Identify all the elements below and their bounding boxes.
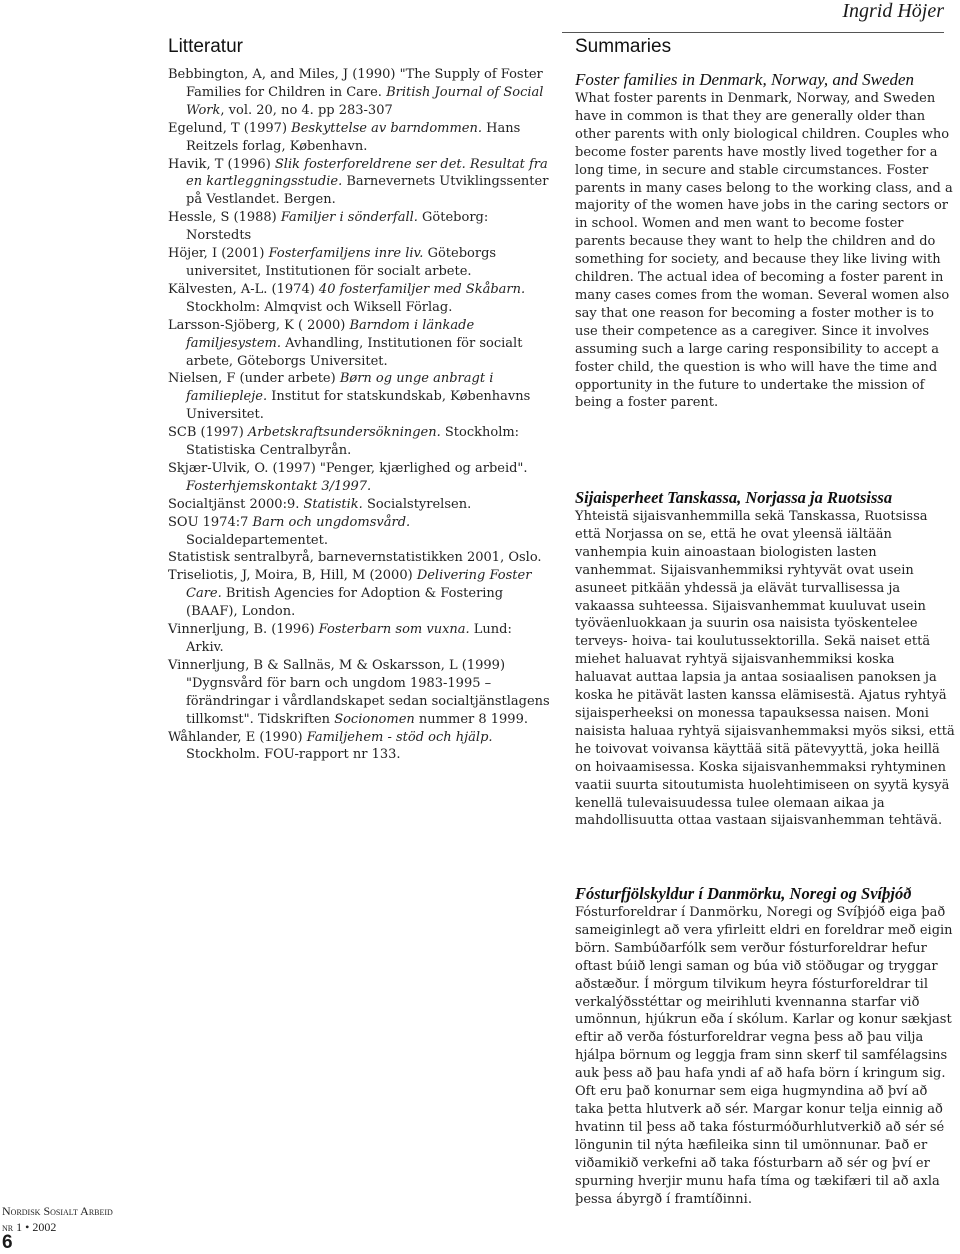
journal-name: Nordisk Sosialt Arbeid	[2, 1204, 113, 1218]
reference-text: Stockholm: Almqvist och Wiksell Förlag.	[186, 299, 453, 315]
reference-text: Wåhlander, E (1990)	[168, 729, 307, 745]
reference-list	[168, 66, 553, 764]
reference-title: Barndom i länkade familjesystem.	[186, 317, 475, 351]
reference-text: Egelund, T (1997)	[168, 120, 292, 136]
reference-text: Höjer, I (2001)	[168, 246, 269, 262]
reference-text: Göteborgs universitet, Institutionen för socialt arbete.	[186, 246, 497, 279]
reference-title: Fosterfamiljens inre liv.	[268, 246, 424, 262]
reference-text: Institut for statskundskab, Københavns Universitet.	[186, 389, 531, 423]
running-header-author: Ingrid Höjer	[842, 0, 944, 22]
reference-text: British Agencies for Adoption & Fostering (BAAF), London.	[186, 586, 504, 620]
reference-item	[168, 209, 553, 245]
summary-body-english: What foster parents in Denmark, Norway, and Sweden have in common is that they are generally older than other parents with only biological children. Couples who become foster parents have mostly lived together for a long time, in secure and stable circumstances. Foster parents in many cases belong to the working class, and a majority of the women have jobs in the caring sectors or in school. Women and men want to become foster parents because they want to help the children and do something for society, and because they like living with children. The actual idea of becoming a foster parent in many cases comes from the woman. Several women also say that one reason for becoming a foster mother is to use their competence as a caregiver. Since it involves assuming such a large caring responsibility to accept a foster child, the question is who will have the time and opportunity in the future to undertake the mission of being a foster parent.	[575, 91, 953, 411]
reference-text: Barnevernets Utviklingssenter på Vestlandet. Bergen.	[186, 174, 549, 208]
reference-text: Skjær-Ulvik, O. (1997) "Penger, kjærlighed og arbeid".	[168, 460, 528, 476]
reference-text: Avhandling, Institutionen för socialt arbete, Göteborgs Universitet.	[186, 335, 523, 369]
summary-heading-english: Foster families in Denmark, Norway, and Sweden	[575, 70, 915, 89]
reference-text: Socialstyrelsen.	[362, 496, 472, 512]
reference-title: Beskyttelse av barndommen.	[291, 120, 482, 136]
reference-item	[168, 66, 553, 120]
summary-body-finnish: Yhteistä sijaisvanhemmilla sekä Tanskassa, Ruotsissa että Norjassa on se, että he ovat yleensä iältään vanhempia kuin ainoastaan biologisten lasten vanhemmat. Sijaisvanhemmiksi ryhtyvät ovat usein asuneet pitkään yhdessä ja elävät turvallisessa ja vakaassa suhteessa. Sijaisvanhemmat kuuluvat usein työväenluokkaan ja suurin osa naisista työskentelee terveys- hoiva- tai koulutussektorilla. Sekä naiset että miehet haluavat ryhtyä sijaisvanhemmiksi koska haluavat auttaa lapsia ja antaa sosiaalisen panoksen ja koska he pitävät lasten kanssa elämisestä. Ajatus ryhtyä sijaisperheeksi on monessa tapauksessa naisen. Moni naisista haluaa ryhtyä sijaisvanhemmaksi myös siksi, että he toivovat voivansa käyttää sitä pätevyyttä, joka heillä on hoivaamisessa. Koska sijaisvanhemmaksi ryhtyminen vaatii suurta sitoutumista huolehtimiseen on syytä kysyä kenellä tulevaisuudessa tulee olemaan aikaa ja mahdollisuutta ottaa vastaan sijaisvanhemman tehtävä.	[575, 509, 955, 829]
reference-text: Göteborg: Norstedts	[186, 210, 489, 244]
reference-text: SOU 1974:7	[168, 514, 253, 530]
literature-title: Litteratur	[168, 36, 243, 57]
reference-text: Stockholm: Statistiska Centralbyrån.	[186, 425, 520, 459]
page-number: 6	[2, 1232, 13, 1253]
reference-title: Socionomen	[334, 711, 415, 727]
reference-title: Barn och ungdomsvård.	[252, 514, 411, 530]
reference-text: Nielsen, F (under arbete)	[168, 371, 340, 387]
reference-item	[168, 424, 553, 460]
reference-item	[168, 496, 553, 514]
reference-title: Arbetskraftsundersökningen.	[247, 425, 441, 441]
reference-text: SCB (1997)	[168, 425, 248, 441]
reference-text: Stockholm. FOU-rapport nr 133.	[186, 747, 401, 763]
reference-title: Børn og unge anbragt i familiepleje.	[186, 371, 494, 405]
reference-text: Hans Reitzels forlag, København.	[186, 120, 521, 154]
reference-text: Kälvesten, A-L. (1974)	[168, 281, 319, 297]
reference-item	[168, 245, 553, 281]
reference-item	[168, 657, 553, 729]
reference-item	[168, 567, 553, 621]
journal-issue: nr 1 • 2002	[2, 1220, 57, 1234]
reference-text: Triseliotis, J, Moira, B, Hill, M (2000)	[168, 568, 417, 584]
reference-item	[168, 156, 553, 210]
summaries-column	[575, 36, 950, 66]
reference-item	[168, 514, 553, 550]
reference-title: Delivering Foster Care.	[186, 568, 532, 602]
reference-item	[168, 120, 553, 156]
reference-item	[168, 281, 553, 317]
reference-text: Lund: Arkiv.	[186, 622, 512, 655]
reference-title: Fosterbarn som vuxna.	[318, 622, 470, 638]
summary-english	[575, 70, 955, 412]
reference-text: Bebbington, A, and Miles, J (1990) "The Supply of Foster Families for Children in Care.	[168, 67, 543, 100]
header-rule	[562, 32, 944, 33]
summary-heading-finnish: Sijaisperheet Tanskassa, Norjassa ja Ruotsissa	[575, 488, 893, 507]
reference-title: Fosterhjemskontakt 3/1997.	[186, 478, 372, 494]
reference-item	[168, 549, 553, 567]
reference-text: Socialtjänst 2000:9.	[168, 496, 304, 512]
reference-text: Socialdepartementet.	[186, 532, 328, 548]
reference-text: , vol. 20, no 4. pp 283-307	[220, 102, 393, 118]
reference-text: Statistisk sentralbyrå, barnevernstatistikken 2001, Oslo.	[168, 550, 542, 566]
reference-text: Hessle, S (1988)	[168, 210, 281, 226]
summaries-title: Summaries	[575, 36, 672, 57]
reference-text: Vinnerljung, B. (1996)	[168, 622, 319, 638]
reference-text: Vinnerljung, B & Sallnäs, M & Oskarsson, L (1999) "Dygnsvård för barn och ungdom 1983-1995 – förändringar i vårdlandskapet sedan socialtjänstlagens tillkomst". Tidskriften	[168, 657, 550, 727]
reference-text: nummer 8 1999.	[414, 711, 528, 727]
reference-title: Familjer i sönderfall.	[280, 210, 418, 226]
journal-footer	[2, 1203, 113, 1235]
reference-title: Slik fosterforeldrene ser det. Resultat fra en kartleggningsstudie.	[186, 156, 548, 190]
reference-item	[168, 317, 553, 371]
reference-title: British Journal of Social Work	[186, 84, 544, 118]
summary-body-icelandic: Fósturforeldrar í Danmörku, Noregi og Svíþjóð eiga það sameiginlegt að vera yfirleitt eldri en foreldrar með eigin börn. Sambúðarfólk sem verður fósturforeldrar hefur oftast búið lengi saman og búa við stöðugar og tryggar aðstæður. Í mörgum tilvikum heyra fósturforeldrar til verkalýðsstéttar og meirihluti kvennanna starfar við umönnun, hjúkrun eða í skólum. Karlar og konur sækjast eftir að verða fósturforeldrar vegna þess að þau vilja hjálpa börnum og leggja fram sinn skerf til samfélagsins auk þess að þau hafa yndi af að hafa börn í kringum sig. Oft eru það konurnar sem eiga hugmyndina að því að taka þetta hlutverk að sér. Margar konur telja einnig að hvatinn til þess að taka fósturmóðurhlutverkið að sér sé löngunin til nýta hæfileika sinn til umönnunar. Það er viðamikið verkefni að taka fósturbarn að sér og því er spurning hverjir munu hafa tíma og tækifæri til að axla þessa ábyrgð í framtíðinni.	[575, 905, 953, 1207]
summary-icelandic	[575, 884, 955, 1208]
reference-item	[168, 729, 553, 765]
literature-column	[168, 36, 553, 764]
reference-text: Havik, T (1996)	[168, 156, 275, 172]
reference-item	[168, 370, 553, 424]
summary-heading-icelandic: Fósturfjölskyldur í Danmörku, Noregi og Svíþjóð	[575, 884, 912, 903]
reference-title: 40 fosterfamiljer med Skåbarn.	[318, 281, 526, 297]
reference-title: Statistik.	[303, 496, 363, 512]
reference-title: Familjehem - stöd och hjälp.	[306, 729, 493, 745]
reference-item	[168, 460, 553, 496]
summary-finnish	[575, 488, 955, 830]
reference-text: Larsson-Sjöberg, K ( 2000)	[168, 317, 350, 333]
reference-item	[168, 621, 553, 657]
